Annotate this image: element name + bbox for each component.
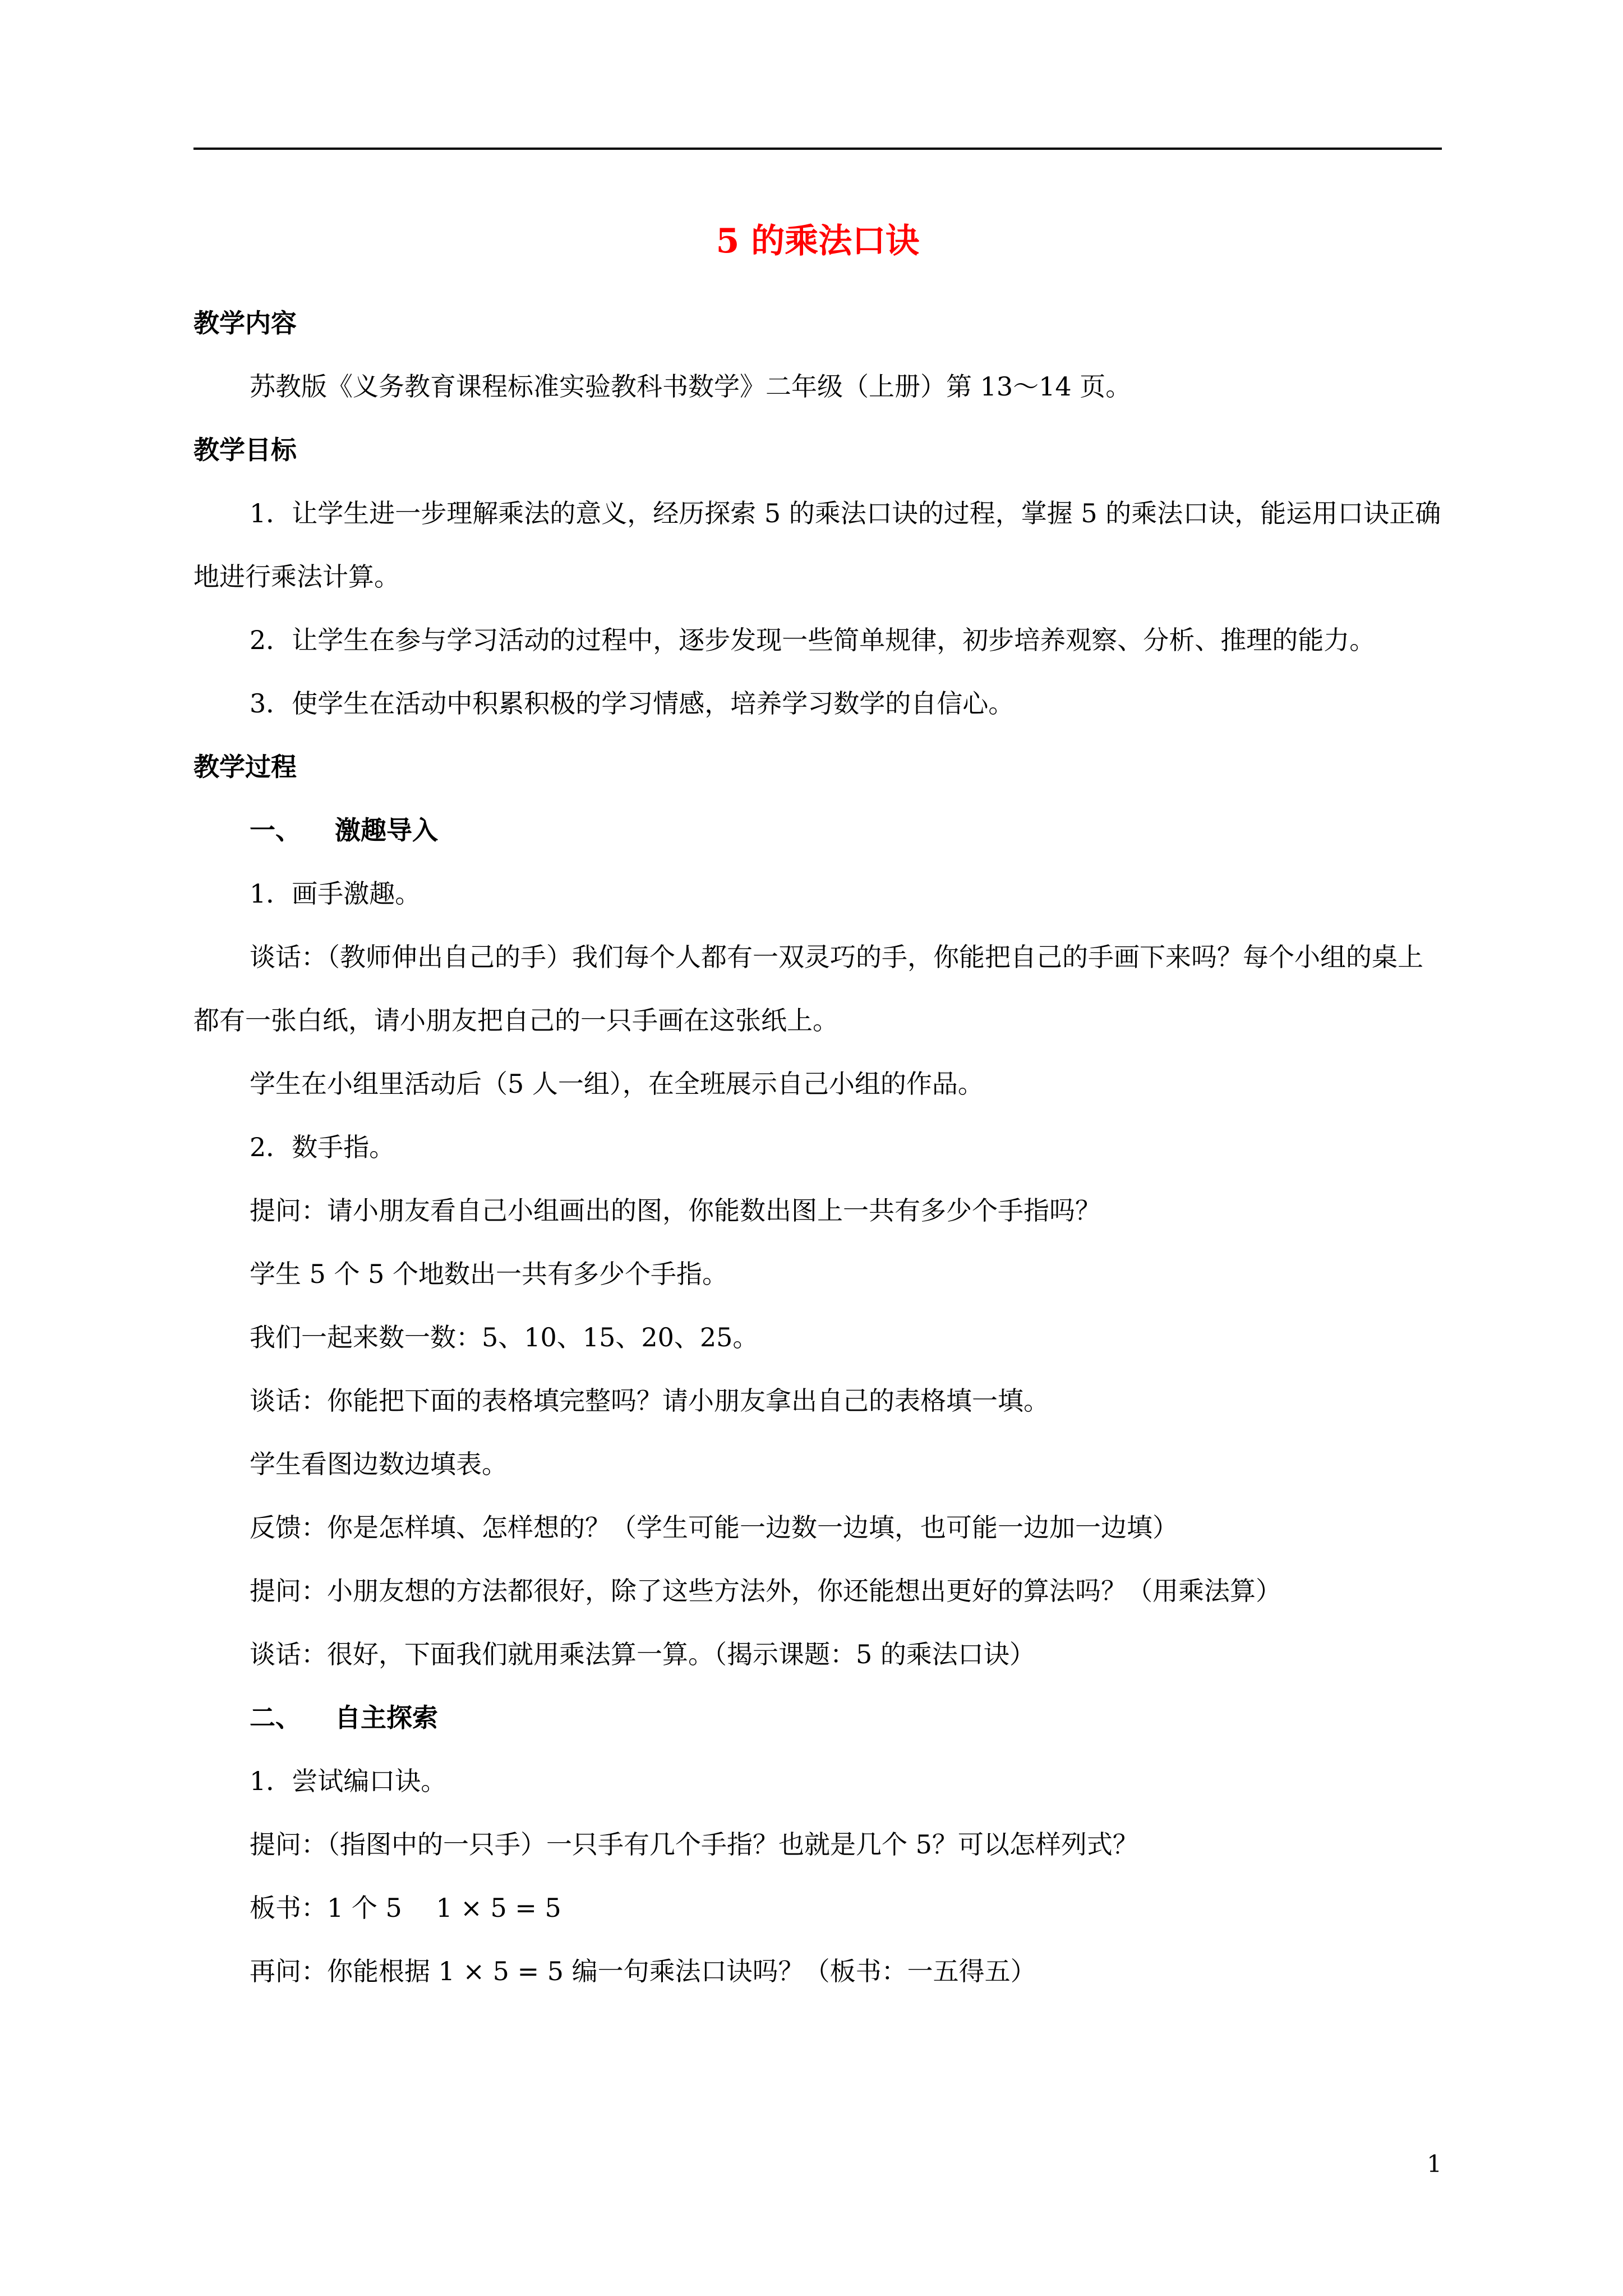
- section-heading-goals: 教学目标: [193, 435, 297, 465]
- step-draw-hands: 1．画手激趣。: [250, 878, 421, 909]
- part-heading-2: [193, 1686, 1442, 1750]
- header-rule: [193, 148, 1442, 150]
- feedback-paragraph: 反馈：你是怎样填、怎样想的？（学生可能一边数一边填，也可能一边加一边填）: [250, 1512, 1178, 1543]
- step-try-rhyme: 1．尝试编口诀。: [250, 1766, 447, 1796]
- talk-paragraph-1: 谈话：（教师伸出自己的手）我们每个人都有一双灵巧的手，你能把自己的手画下来吗？每个小组的桌上都有一张白纸，请小朋友把自己的一只手画在这张纸上。: [193, 942, 1423, 1036]
- document-body: [193, 292, 1442, 2003]
- content-text: 苏教版《义务教育课程标准实验教科书数学》二年级（上册）第 13～14 页。: [250, 371, 1132, 402]
- count-paragraph: 学生 5 个 5 个地数出一共有多少个手指。: [250, 1259, 728, 1289]
- question-paragraph-1: 提问：请小朋友看自己小组画出的图，你能数出图上一共有多少个手指吗？: [250, 1195, 1101, 1226]
- step-count-fingers: 2．数手指。: [250, 1132, 395, 1162]
- goal-item-1: 1．让学生进一步理解乘法的意义，经历探索 5 的乘法口诀的过程，掌握 5 的乘法口诀，能运用口诀正确地进行乘法计算。: [193, 498, 1441, 592]
- section-heading-content: 教学内容: [193, 308, 297, 338]
- talk-paragraph-2: 谈话：你能把下面的表格填完整吗？请小朋友拿出自己的表格填一填。: [250, 1386, 1049, 1416]
- page-number: 1: [1427, 2150, 1442, 2178]
- question-paragraph-2: 提问：小朋友想的方法都很好，除了这些方法外，你还能想出更好的算法吗？（用乘法算）: [250, 1576, 1281, 1606]
- ask-again-paragraph: 再问：你能根据 1 × 5 = 5 编一句乘法口诀吗？（板书：一五得五）: [250, 1956, 1036, 1986]
- part-title-1: 激趣导入: [335, 815, 438, 845]
- section-heading-process: 教学过程: [193, 752, 297, 782]
- page-title: 5 的乘法口诀: [716, 222, 920, 261]
- part-heading-1: [193, 799, 1442, 862]
- part-number-2: 二、: [250, 1703, 301, 1733]
- board-writing-paragraph: 板书：1 个 5 1 × 5 = 5: [250, 1893, 561, 1923]
- goal-item-2: 2．让学生在参与学习活动的过程中，逐步发现一些简单规律，初步培养观察、分析、推理的能力。: [250, 625, 1376, 655]
- activity-paragraph: 学生在小组里活动后（5 人一组），在全班展示自己小组的作品。: [250, 1069, 984, 1099]
- talk-paragraph-3: 谈话：很好，下面我们就用乘法算一算。（揭示课题：5 的乘法口诀）: [250, 1639, 1035, 1669]
- fill-table-paragraph: 学生看图边数边填表。: [250, 1449, 508, 1479]
- goal-item-3: 3．使学生在活动中积累积极的学习情感，培养学习数学的自信心。: [250, 688, 1015, 719]
- part-title-2: 自主探索: [335, 1703, 438, 1733]
- question-paragraph-3: 提问：（指图中的一只手）一只手有几个手指？也就是几个 5？可以怎样列式？: [250, 1829, 1138, 1860]
- count-together-paragraph: 我们一起来数一数：5、10、15、20、25。: [250, 1322, 759, 1352]
- part-number-1: 一、: [250, 815, 301, 845]
